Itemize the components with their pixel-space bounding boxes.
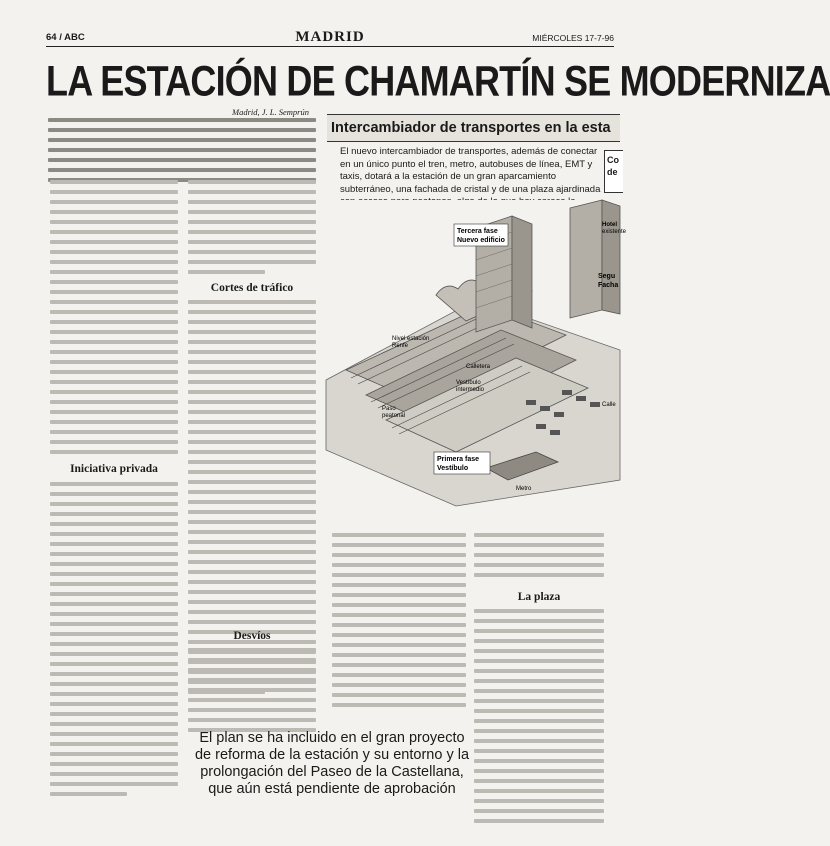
side-box-line-1: Co — [607, 155, 619, 165]
page-number: 64 / ABC — [46, 32, 85, 43]
label-vestibulo-intermedio: Vestíbulo — [456, 380, 481, 386]
headline: LA ESTACIÓN DE CHAMARTÍN SE MODERNIZA — [46, 56, 830, 106]
label-calle: Calle — [602, 402, 616, 408]
pull-quote: El plan se ha incluido en el gran proyecto de reforma de la estación y su entorno y la prolongación del Paseo de la Castellana, que aún está pendiente de aprobación — [194, 730, 470, 797]
label-calletera: Calletera — [466, 364, 491, 370]
infographic-description: El nuevo intercambiador de transportes, además de conectar en un único punto el tren, metro, autobuses de línea, EMT y taxis, dotará a la estación de un gran aparcamiento subterráneo, una fachada de cristal y de una plaza ajardinada — [340, 146, 601, 195]
label-peatonal: peatonal — [382, 413, 406, 419]
byline: Madrid, J. L. Semprún — [232, 107, 309, 117]
label-primera-fase: Primera fase — [437, 456, 480, 463]
subhead-desvios: Desvíos — [233, 630, 271, 642]
page-header — [46, 30, 614, 47]
label-renfe: Renfe — [392, 343, 409, 349]
subhead-iniciativa-privada: Iniciativa privada — [70, 463, 158, 475]
column-1 — [50, 180, 178, 800]
label-metro: Metro — [516, 486, 532, 492]
issue-date: MIÉRCOLES 17-7-96 — [532, 33, 614, 43]
side-box-line-2: de — [607, 167, 618, 177]
label-paso: Paso — [382, 406, 396, 412]
label-nuevo-edificio: Nuevo edificio — [457, 237, 505, 244]
subhead-cortes-de-trafico: Cortes de tráfico — [210, 282, 294, 294]
infographic-title: Intercambiador de transportes en la esta — [327, 114, 620, 142]
station-illustration — [326, 200, 627, 506]
label-hotel-existente: existente — [602, 229, 627, 235]
station-diagram — [326, 200, 627, 506]
column-2 — [188, 180, 316, 800]
section-title: MADRID — [295, 29, 365, 45]
side-box — [604, 150, 623, 193]
column-4 — [474, 533, 604, 833]
label-vestibulo: Vestíbulo — [437, 465, 469, 472]
subhead-la-plaza: La plaza — [517, 591, 561, 603]
label-intermedio: intermedio — [456, 387, 485, 393]
label-tercera-fase: Tercera fase — [457, 228, 498, 235]
label-fachada: Facha — [598, 282, 619, 289]
column-3 — [332, 533, 466, 723]
label-nivel-estacion: Nivel estación — [392, 336, 430, 342]
label-segunda-fase: Segu — [598, 273, 616, 280]
label-hotel: Hotel — [602, 222, 617, 228]
